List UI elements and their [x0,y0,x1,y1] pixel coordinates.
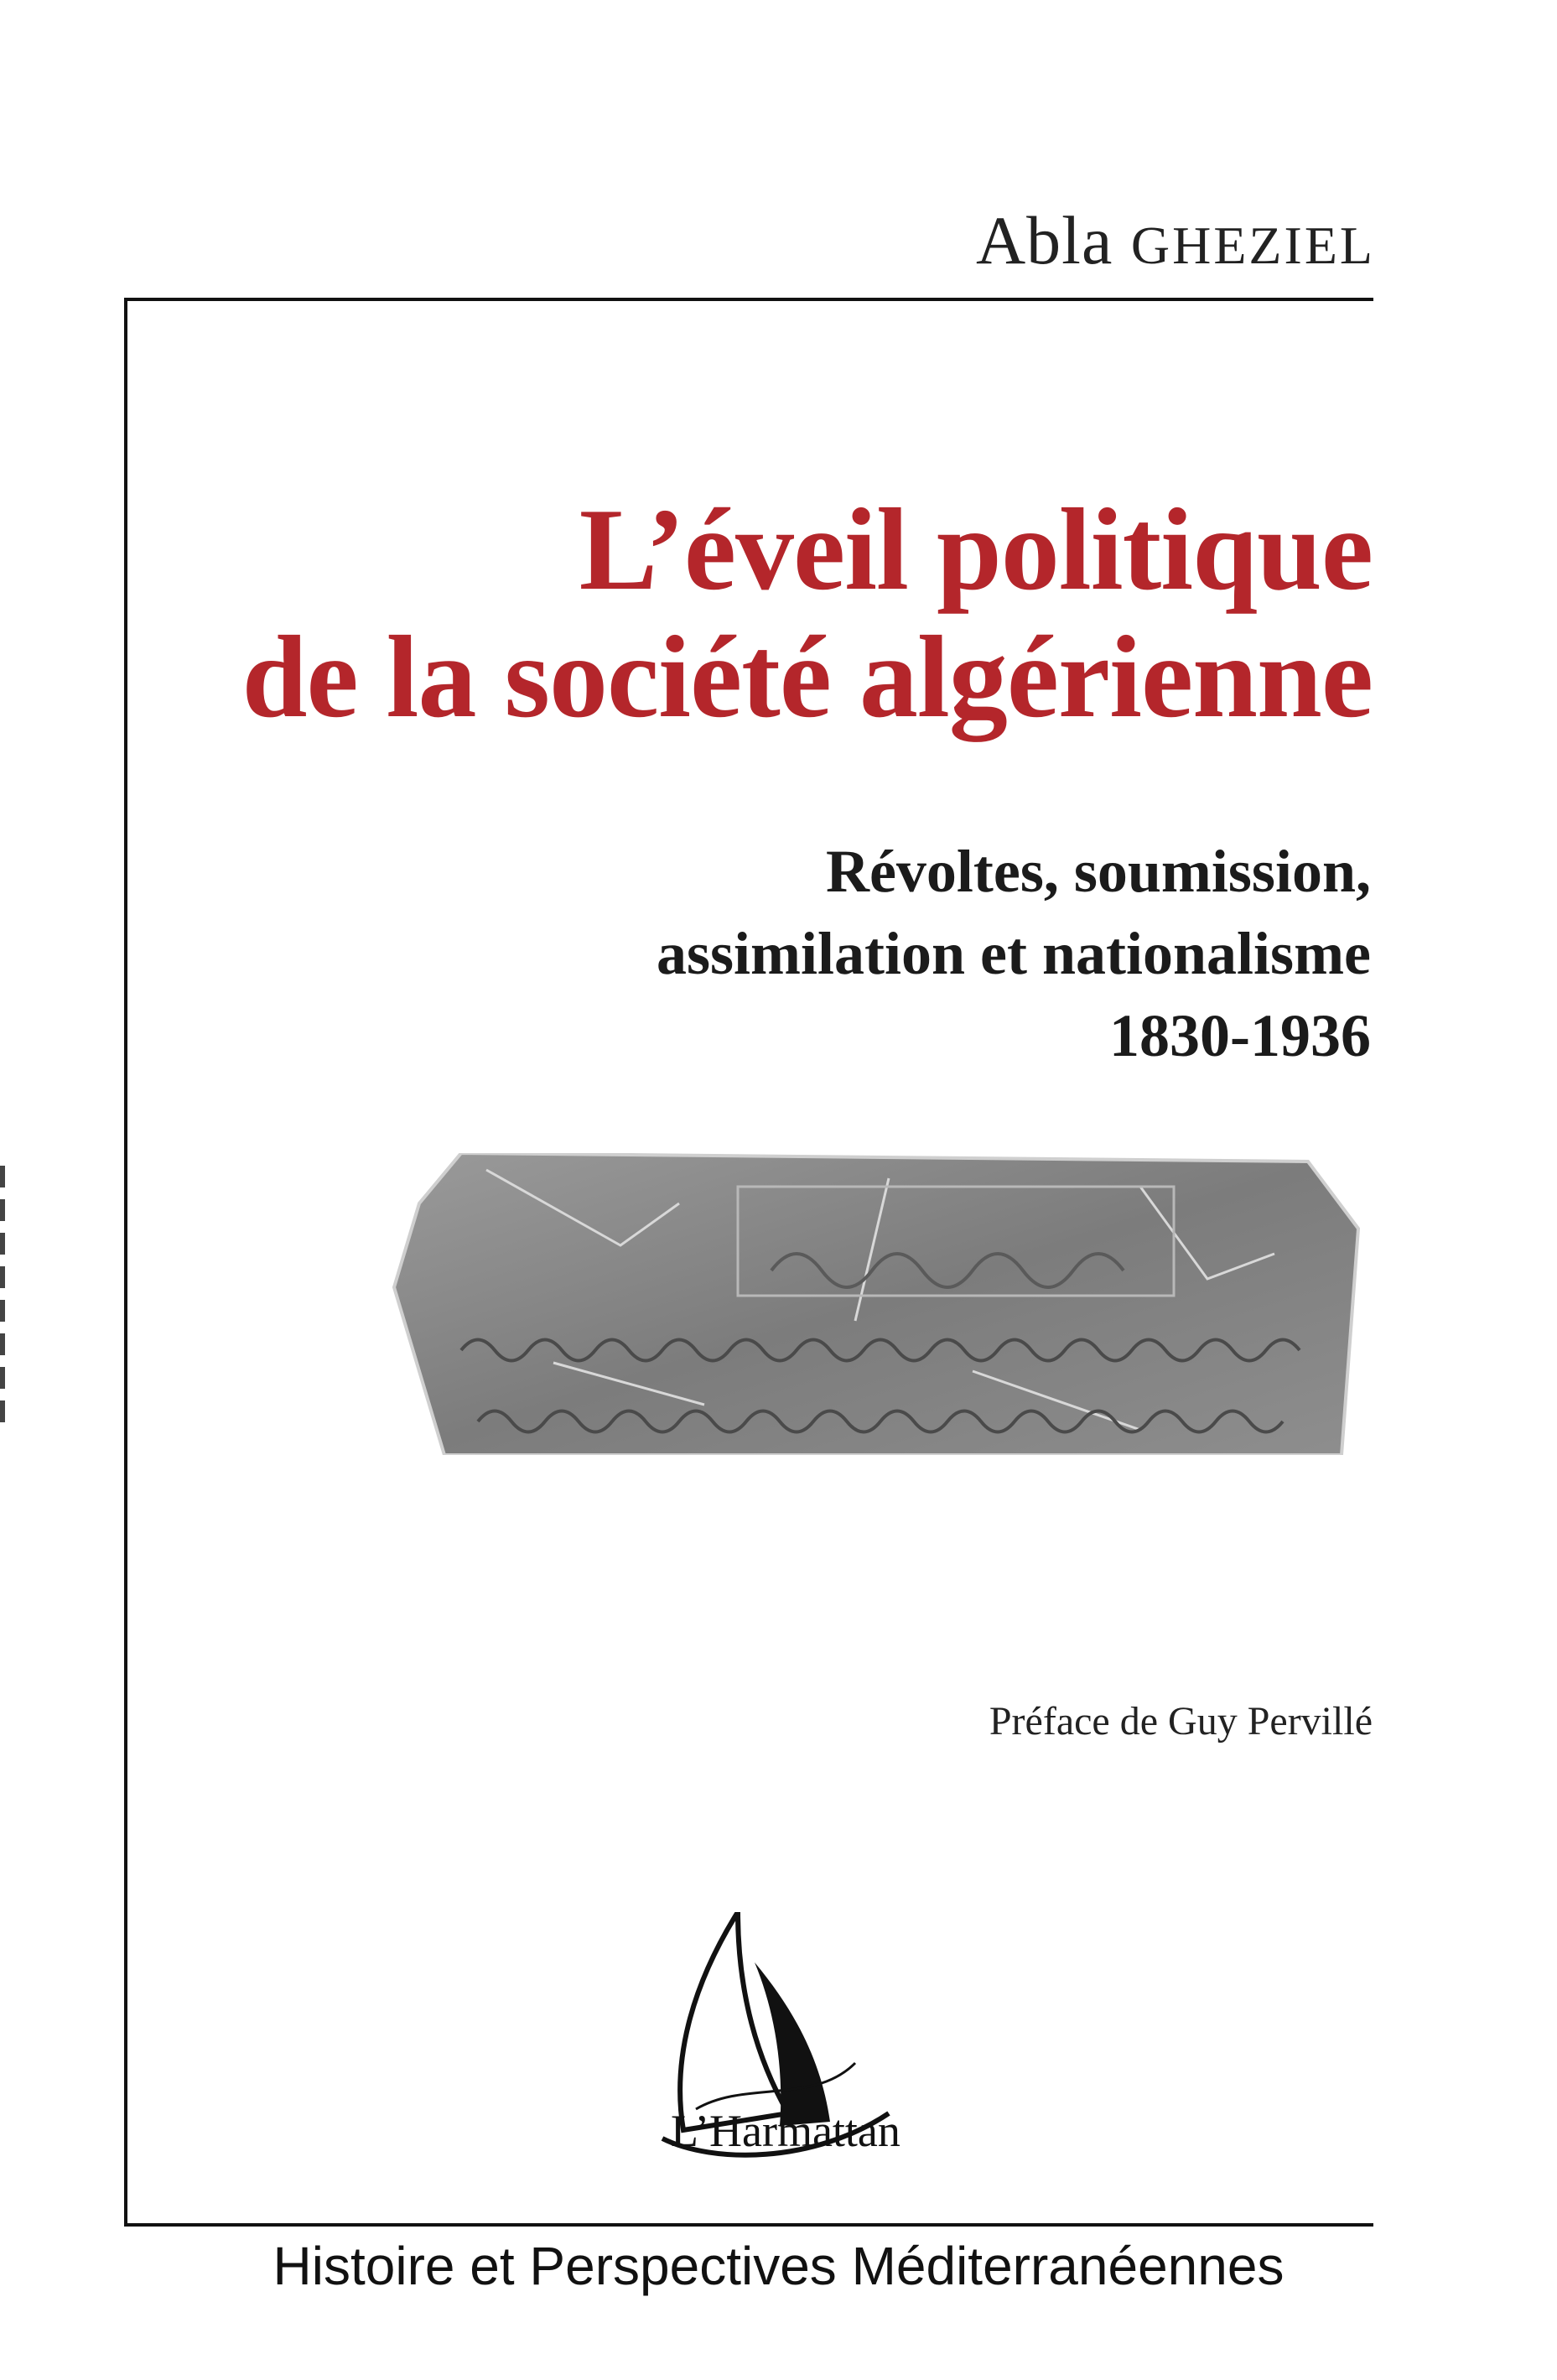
marble-inscription-stele-icon [386,1153,1392,1455]
series-name: Histoire et Perspectives Méditerranéennes [272,2236,1285,2296]
title-line-1: L’éveil politique [579,485,1373,615]
subtitle-line-1: Révoltes, soumission, [825,838,1371,905]
author-first-name: Abla [975,202,1113,278]
book-subtitle [657,830,1371,1077]
book-title [242,486,1373,741]
spine-edge-mark [0,1166,5,1434]
subtitle-line-3: 1830-1936 [1109,1002,1371,1069]
preface-credit: Préface de Guy Pervillé [989,1699,1373,1743]
author-last-name: GHEZIEL [1130,216,1375,275]
subtitle-line-2: assimilation et nationalisme [656,920,1371,987]
author-name [976,201,1375,280]
title-line-2: de la société algérienne [241,612,1373,742]
publisher-name: L’Harmattan [671,2106,900,2156]
